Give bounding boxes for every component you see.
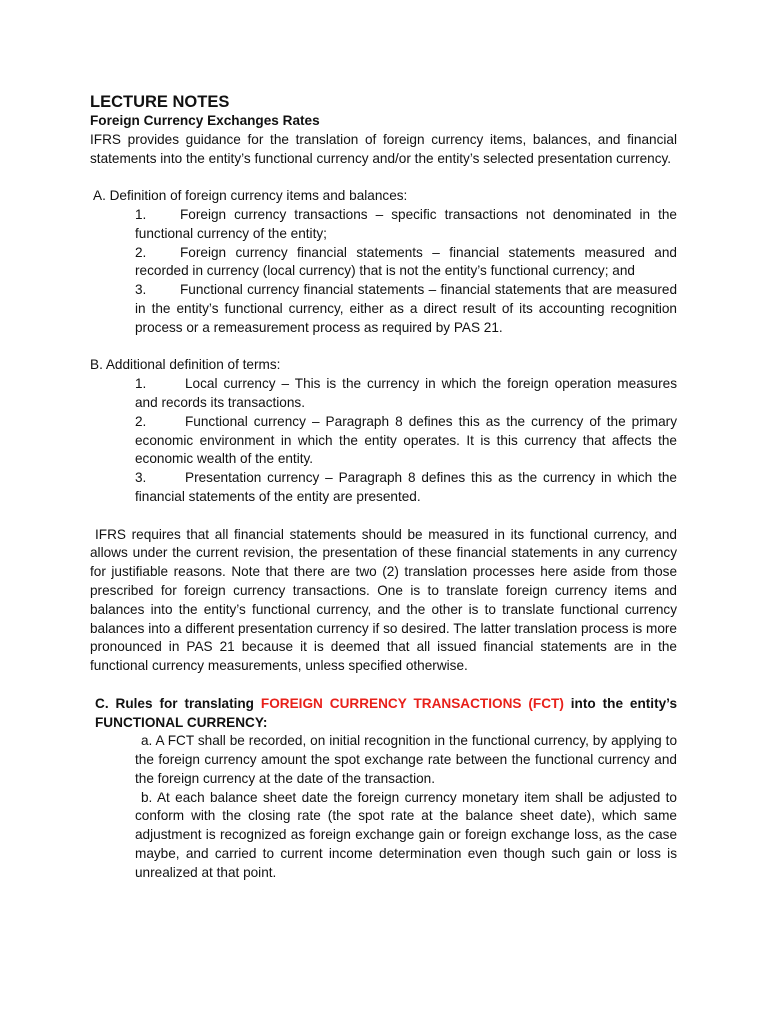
spacer	[90, 168, 677, 187]
list-item	[135, 413, 677, 469]
list-item-number: 2.	[135, 244, 147, 260]
section-a-heading: A. Definition of foreign currency items and balances:	[93, 188, 408, 204]
list-item	[135, 206, 677, 244]
section-b-heading: B. Additional definition of terms:	[90, 357, 281, 373]
section-b-list	[90, 375, 677, 507]
list-item-text: Foreign currency financial statements – financial statements measured and recorded in currency (local currency) that is not the entity’s functional currency; and	[135, 244, 677, 279]
section-c-heading-prefix: C. Rules for translating	[95, 695, 261, 711]
rule-item: a. A FCT shall be recorded, on initial recognition in the functional currency, by applying to the foreign currency amount the spot exchange rate between the functional currency and the foreign currency at the date of the transaction.	[135, 733, 677, 786]
list-item-text: Foreign currency transactions – specific transactions not denominated in the functional currency of the entity;	[135, 206, 677, 241]
list-item-number: 2.	[135, 413, 147, 429]
section-c-heading	[90, 695, 677, 733]
list-item	[135, 244, 677, 282]
list-item	[135, 375, 677, 413]
section-c-list	[90, 732, 677, 882]
list-item-number: 3.	[135, 470, 147, 486]
page-subtitle: Foreign Currency Exchanges Rates	[90, 113, 320, 128]
list-item	[135, 281, 677, 337]
rule-item: b. At each balance sheet date the foreign currency monetary item shall be adjusted to conform with the closing rate (the spot rate at the balance sheet date), which same adjustment is recognized as foreign exchange gain or foreign exchange loss, as the case maybe, and carried to current income determination even though such gain or loss is unrealized at that point.	[135, 789, 677, 880]
section-a-list	[90, 206, 677, 338]
list-item	[135, 469, 677, 507]
list-item-number: 1.	[135, 376, 147, 392]
intro-paragraph: IFRS provides guidance for the translation of foreign currency items, balances, and financial statements into the entity’s functional currency and/or the entity’s selected presentation currency.	[90, 131, 677, 166]
spacer	[90, 338, 677, 357]
list-item-text: Presentation currency – Paragraph 8 defines this as the currency in which the financial statements of the entity are presented.	[135, 470, 677, 504]
list-item-text: Functional currency – Paragraph 8 defines this as the currency of the primary economic environment in which the entity operates. It is this currency that affects the economic wealth of the entity.	[135, 413, 677, 467]
body-paragraph: IFRS requires that all financial statements should be measured in its functional currency, and allows under the current revision, the presentation of these financial statements in any currency for justifiable reasons. Note that there are two (2) translation processes here aside from those prescribed for foreign currency transactions. One is to translate foreign currency items and balances into the entity’s functional currency, and the other is to translate functional currency balances into a different presentation currency if so desired. The latter translation process is more pronounced in PAS 21 because it is deemed that all issued financial statements are in the functional currency measurements, unless specified otherwise.	[90, 526, 677, 674]
list-item-text: Local currency – This is the currency in which the foreign operation measures and records its transactions.	[135, 376, 677, 410]
list-item-number: 1.	[135, 206, 147, 222]
list-item-number: 3.	[135, 282, 147, 298]
section-c-heading-highlight: FOREIGN CURRENCY TRANSACTIONS (FCT)	[260, 695, 564, 711]
page-title: LECTURE NOTES	[90, 93, 230, 111]
list-item-text: Functional currency financial statements – financial statements that are measured in the entity’s functional currency, either as a direct result of its accounting recognition process or a remeasurement process as required by PAS 21.	[135, 282, 677, 335]
section-c-heading-suffix: into the entity’s FUNCTIONAL CURRENCY:	[95, 695, 678, 730]
spacer	[90, 507, 677, 526]
document-page	[90, 92, 677, 883]
spacer	[90, 676, 677, 695]
